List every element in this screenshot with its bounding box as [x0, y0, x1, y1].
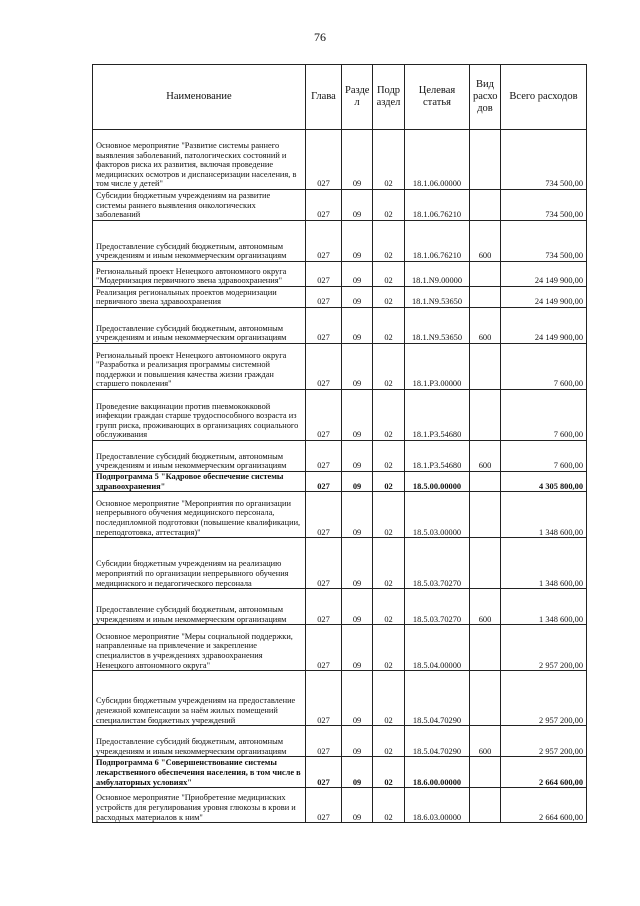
cell-chapter: 027: [306, 492, 342, 538]
cell-total: 2 664 600,00: [501, 757, 587, 788]
cell-section: 09: [342, 262, 373, 287]
cell-expense-type: [470, 625, 501, 671]
table-row: [93, 190, 587, 221]
cell-expense-type: [470, 390, 501, 441]
cell-total: 2 957 200,00: [501, 625, 587, 671]
cell-section: 09: [342, 308, 373, 344]
cell-subsection: 02: [373, 538, 405, 589]
table-row: [93, 344, 587, 390]
table-row: [93, 538, 587, 589]
cell-section: 09: [342, 757, 373, 788]
cell-name: Предоставление субсидий бюджетным, автономным учреждениям и иным некоммерческим организациям: [93, 726, 306, 757]
cell-total: 1 348 600,00: [501, 589, 587, 625]
cell-chapter: 027: [306, 441, 342, 472]
cell-section: 09: [342, 390, 373, 441]
cell-total: 1 348 600,00: [501, 538, 587, 589]
cell-total: 2 957 200,00: [501, 671, 587, 726]
cell-chapter: 027: [306, 390, 342, 441]
cell-subsection: 02: [373, 788, 405, 823]
cell-target: 18.1.06.76210: [405, 221, 470, 262]
cell-expense-type: [470, 538, 501, 589]
cell-target: 18.5.00.00000: [405, 472, 470, 492]
cell-name: Подпрограмма 5 "Кадровое обеспечение системы здравоохранения": [93, 472, 306, 492]
cell-target: 18.5.04.00000: [405, 625, 470, 671]
table-row: [93, 726, 587, 757]
cell-section: 09: [342, 287, 373, 308]
cell-target: 18.1.P3.54680: [405, 441, 470, 472]
cell-chapter: 027: [306, 308, 342, 344]
table-row: [93, 625, 587, 671]
header-expense-type: Вид расхо дов: [470, 65, 501, 130]
cell-subsection: 02: [373, 757, 405, 788]
cell-target: 18.5.04.70290: [405, 671, 470, 726]
cell-name: Региональный проект Ненецкого автономного округа "Разработка и реализация программы системной поддержки и повышения качества жизни граждан старшего поколения": [93, 344, 306, 390]
cell-name: Реализация региональных проектов модернизации первичного звена здравоохранения: [93, 287, 306, 308]
cell-subsection: 02: [373, 441, 405, 472]
header-total: Всего расходов: [501, 65, 587, 130]
cell-name: Предоставление субсидий бюджетным, автономным учреждениям и иным некоммерческим организациям: [93, 221, 306, 262]
cell-section: 09: [342, 788, 373, 823]
cell-expense-type: [470, 492, 501, 538]
cell-total: 4 305 800,00: [501, 472, 587, 492]
cell-section: 09: [342, 190, 373, 221]
cell-name: Предоставление субсидий бюджетным, автономным учреждениям и иным некоммерческим организациям: [93, 308, 306, 344]
budget-table: [92, 64, 587, 823]
cell-name: Субсидии бюджетным учреждениям на предоставление денежной компенсации за наём жилых помещений специалистам бюджетных учреждений: [93, 671, 306, 726]
cell-section: 09: [342, 472, 373, 492]
cell-target: 18.1.P3.54680: [405, 390, 470, 441]
cell-target: 18.6.03.00000: [405, 788, 470, 823]
cell-target: 18.5.03.00000: [405, 492, 470, 538]
cell-name: Предоставление субсидий бюджетным, автономным учреждениям и иным некоммерческим организациям: [93, 441, 306, 472]
cell-expense-type: 600: [470, 441, 501, 472]
cell-name: Проведение вакцинации против пневмококковой инфекции граждан старше трудоспособного возраста из групп риска, проживающих в организациях социального обслуживания: [93, 390, 306, 441]
cell-target: 18.5.03.70270: [405, 538, 470, 589]
cell-chapter: 027: [306, 757, 342, 788]
cell-subsection: 02: [373, 390, 405, 441]
header-section: Разде л: [342, 65, 373, 130]
cell-section: 09: [342, 538, 373, 589]
cell-name: Основное мероприятие "Приобретение медицинских устройств для регулирования уровня глюкозы в крови и расходных материалов к ним": [93, 788, 306, 823]
cell-target: 18.6.00.00000: [405, 757, 470, 788]
cell-total: 2 664 600,00: [501, 788, 587, 823]
table-row: [93, 472, 587, 492]
table-row: [93, 441, 587, 472]
cell-total: 734 500,00: [501, 190, 587, 221]
page-number: 76: [314, 30, 326, 44]
cell-chapter: 027: [306, 671, 342, 726]
cell-target: 18.1.06.76210: [405, 190, 470, 221]
table-row: [93, 390, 587, 441]
cell-total: 7 600,00: [501, 390, 587, 441]
cell-name: Основное мероприятие "Мероприятия по организации непрерывного обучения медицинского персонала, последипломной подготовки (повышение квалификации, переподготовка, аттестация)": [93, 492, 306, 538]
cell-chapter: 027: [306, 589, 342, 625]
cell-chapter: 027: [306, 538, 342, 589]
cell-expense-type: [470, 788, 501, 823]
cell-expense-type: 600: [470, 308, 501, 344]
table-row: [93, 262, 587, 287]
cell-section: 09: [342, 344, 373, 390]
cell-name: Субсидии бюджетным учреждениям на развитие системы раннего выявления онкологических заболеваний: [93, 190, 306, 221]
cell-subsection: 02: [373, 262, 405, 287]
cell-section: 09: [342, 441, 373, 472]
table-row: [93, 308, 587, 344]
table-row: [93, 788, 587, 823]
cell-target: 18.1.N9.53650: [405, 287, 470, 308]
table-row: [93, 130, 587, 190]
cell-subsection: 02: [373, 221, 405, 262]
cell-section: 09: [342, 726, 373, 757]
cell-chapter: 027: [306, 287, 342, 308]
cell-total: 1 348 600,00: [501, 492, 587, 538]
table-row: [93, 589, 587, 625]
cell-expense-type: [470, 671, 501, 726]
cell-target: 18.1.P3.00000: [405, 344, 470, 390]
table-row: [93, 287, 587, 308]
cell-target: 18.1.N9.53650: [405, 308, 470, 344]
cell-target: 18.5.03.70270: [405, 589, 470, 625]
cell-chapter: 027: [306, 344, 342, 390]
cell-name: Основное мероприятие "Меры социальной поддержки, направленные на привлечение и закрепление специалистов в учреждениях здравоохранения Ненецкого автономного округа": [93, 625, 306, 671]
cell-subsection: 02: [373, 472, 405, 492]
cell-expense-type: 600: [470, 589, 501, 625]
cell-name: Подпрограмма 6 "Совершенствование системы лекарственного обеспечения населения, в том числе в амбулаторных условиях": [93, 757, 306, 788]
cell-target: 18.1.N9.00000: [405, 262, 470, 287]
cell-section: 09: [342, 671, 373, 726]
cell-section: 09: [342, 221, 373, 262]
cell-chapter: 027: [306, 221, 342, 262]
cell-chapter: 027: [306, 190, 342, 221]
cell-total: 24 149 900,00: [501, 308, 587, 344]
cell-expense-type: 600: [470, 726, 501, 757]
cell-name: Региональный проект Ненецкого автономного округа "Модернизация первичного звена здравоохранения": [93, 262, 306, 287]
cell-section: 09: [342, 589, 373, 625]
cell-subsection: 02: [373, 287, 405, 308]
cell-chapter: 027: [306, 625, 342, 671]
cell-total: 734 500,00: [501, 221, 587, 262]
cell-expense-type: [470, 130, 501, 190]
cell-chapter: 027: [306, 788, 342, 823]
cell-subsection: 02: [373, 625, 405, 671]
table-header-row: [93, 65, 587, 130]
header-name: Наименование: [93, 65, 306, 130]
cell-expense-type: [470, 262, 501, 287]
cell-subsection: 02: [373, 671, 405, 726]
cell-section: 09: [342, 625, 373, 671]
cell-subsection: 02: [373, 589, 405, 625]
table-row: [93, 221, 587, 262]
cell-subsection: 02: [373, 492, 405, 538]
table-row: [93, 757, 587, 788]
cell-expense-type: [470, 472, 501, 492]
cell-subsection: 02: [373, 190, 405, 221]
cell-expense-type: [470, 287, 501, 308]
table-row: [93, 671, 587, 726]
cell-expense-type: 600: [470, 221, 501, 262]
cell-section: 09: [342, 492, 373, 538]
cell-chapter: 027: [306, 472, 342, 492]
cell-total: 7 600,00: [501, 441, 587, 472]
cell-target: 18.1.06.00000: [405, 130, 470, 190]
cell-expense-type: [470, 190, 501, 221]
cell-name: Основное мероприятие "Развитие системы раннего выявления заболеваний, патологических состояний и факторов риска их развития, включая проведение медицинских осмотров и диспансеризации населения, в том числе у детей": [93, 130, 306, 190]
cell-subsection: 02: [373, 726, 405, 757]
header-target: Целевая статья: [405, 65, 470, 130]
cell-expense-type: [470, 757, 501, 788]
cell-total: 24 149 900,00: [501, 262, 587, 287]
cell-total: 7 600,00: [501, 344, 587, 390]
cell-total: 24 149 900,00: [501, 287, 587, 308]
cell-chapter: 027: [306, 262, 342, 287]
cell-expense-type: [470, 344, 501, 390]
header-chapter: Глава: [306, 65, 342, 130]
cell-section: 09: [342, 130, 373, 190]
cell-name: Субсидии бюджетным учреждениям на реализацию мероприятий по организации непрерывного обучения медицинского и педагогического персонала: [93, 538, 306, 589]
cell-name: Предоставление субсидий бюджетным, автономным учреждениям и иным некоммерческим организациям: [93, 589, 306, 625]
header-subsection: Подр аздел: [373, 65, 405, 130]
table-row: [93, 492, 587, 538]
cell-target: 18.5.04.70290: [405, 726, 470, 757]
cell-chapter: 027: [306, 726, 342, 757]
cell-subsection: 02: [373, 308, 405, 344]
cell-subsection: 02: [373, 344, 405, 390]
cell-chapter: 027: [306, 130, 342, 190]
cell-subsection: 02: [373, 130, 405, 190]
cell-total: 734 500,00: [501, 130, 587, 190]
cell-total: 2 957 200,00: [501, 726, 587, 757]
